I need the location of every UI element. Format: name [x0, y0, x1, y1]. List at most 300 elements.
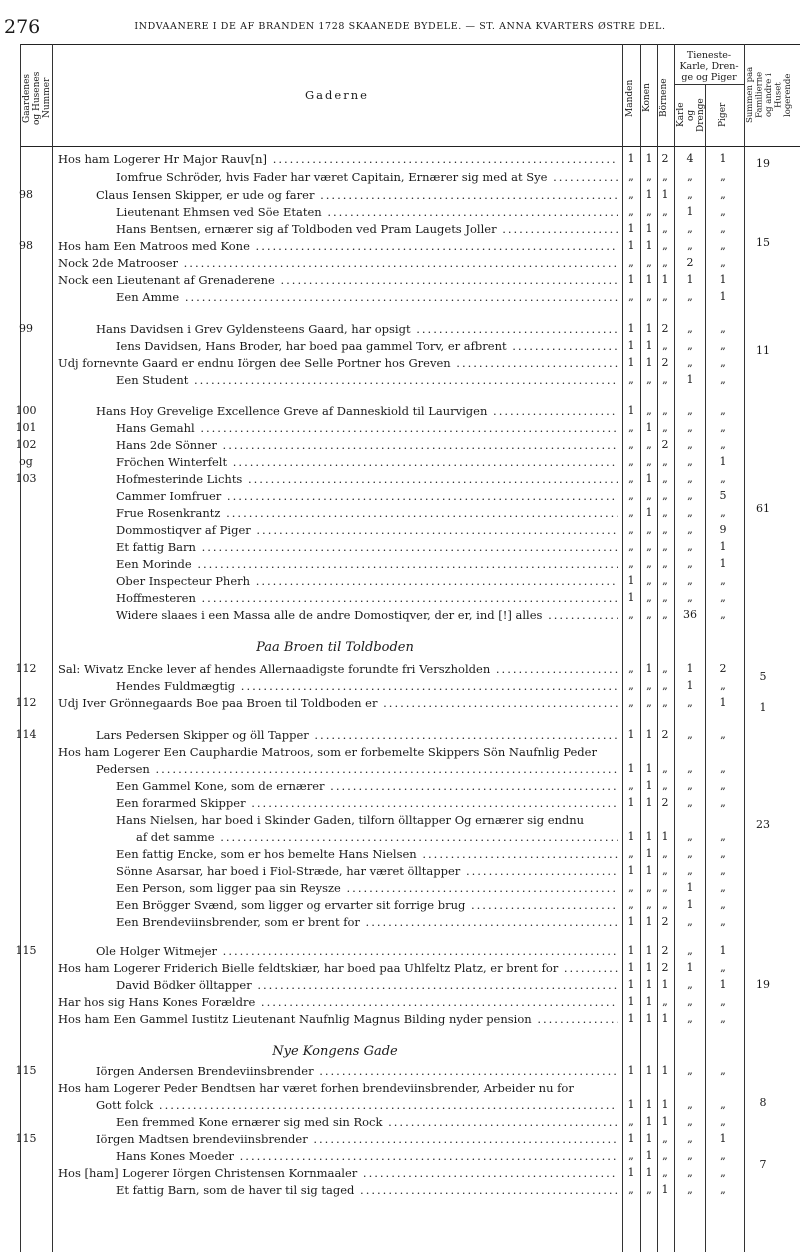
- table-row: [0, 472, 800, 489]
- count-manden: 1: [627, 239, 635, 252]
- count-boernene: „: [662, 591, 668, 604]
- count-manden: 1: [627, 944, 635, 957]
- household-sum: 8: [759, 1096, 767, 1109]
- count-piger: „: [720, 898, 726, 911]
- count-karle-drenge: 1: [686, 373, 694, 386]
- count-boernene: 1: [661, 273, 669, 286]
- resident-entry: Hos ham Logerer Een Cauphardie Matroos, som er forbemelte Skippers Sön Naufnlig Peder: [58, 745, 597, 759]
- table-row: [0, 995, 800, 1012]
- count-piger: 1: [719, 273, 727, 286]
- count-konen: 1: [645, 762, 653, 775]
- count-karle-drenge: „: [687, 404, 693, 417]
- table-row: [0, 273, 800, 290]
- count-konen: „: [646, 557, 652, 570]
- count-manden: „: [628, 523, 634, 536]
- resident-entry: Een Brögger Svænd, som ligger og ervarter sit forrige brug .....: [116, 898, 618, 912]
- resident-entry: Iörgen Andersen Brendeviinsbrender .....: [96, 1064, 618, 1078]
- household-sum: 5: [759, 670, 767, 683]
- count-piger: „: [720, 239, 726, 252]
- count-piger: „: [720, 574, 726, 587]
- resident-entry: Iens Davidsen, Hans Broder, har boed paa gammel Torv, er afbrent .....: [116, 339, 618, 353]
- household-sum: 11: [756, 344, 770, 357]
- count-karle-drenge: „: [687, 779, 693, 792]
- count-boernene: „: [662, 373, 668, 386]
- count-manden: „: [628, 1115, 634, 1128]
- count-konen: „: [646, 898, 652, 911]
- count-konen: 1: [645, 662, 653, 675]
- count-manden: „: [628, 557, 634, 570]
- count-konen: „: [646, 404, 652, 417]
- household-sum: 23: [756, 818, 770, 831]
- household-sum: 19: [756, 978, 770, 991]
- header-tjenestefolk: Tieneste- Karle, Dren- ge og Piger: [679, 50, 739, 83]
- count-piger: „: [720, 404, 726, 417]
- count-konen: „: [646, 608, 652, 621]
- count-konen: 1: [645, 1098, 653, 1111]
- resident-entry: Har hos sig Hans Kones Forældre .....: [58, 995, 618, 1009]
- resident-entry: Cammer Iomfruer .....: [116, 489, 618, 503]
- count-manden: 1: [627, 915, 635, 928]
- count-piger: „: [720, 356, 726, 369]
- count-konen: „: [646, 290, 652, 303]
- count-karle-drenge: „: [687, 540, 693, 553]
- count-konen: 1: [645, 1115, 653, 1128]
- resident-entry: Claus Iensen Skipper, er ude og farer .....: [96, 188, 618, 202]
- house-number: 115: [15, 1064, 37, 1077]
- count-konen: 1: [645, 506, 653, 519]
- resident-entry: Hos ham Logerer Hr Major Rauv[n] .....: [58, 152, 618, 166]
- count-manden: 1: [627, 152, 635, 165]
- resident-entry: Hos ham Een Matroos med Kone .....: [58, 239, 618, 253]
- count-boernene: „: [662, 557, 668, 570]
- count-piger: 9: [719, 523, 727, 536]
- count-boernene: „: [662, 455, 668, 468]
- resident-entry: Udj fornevnte Gaard er endnu Iörgen dee Selle Portner hos Greven .....: [58, 356, 618, 370]
- table-row: [0, 728, 800, 745]
- count-konen: 1: [645, 961, 653, 974]
- house-number: 112: [15, 696, 37, 709]
- count-boernene: 2: [661, 728, 669, 741]
- count-konen: 1: [645, 830, 653, 843]
- table-row: [0, 438, 800, 455]
- count-karle-drenge: „: [687, 1166, 693, 1179]
- count-boernene: 1: [661, 188, 669, 201]
- resident-entry: Udj Iver Grönnegaards Boe paa Broen til Toldboden er .....: [58, 696, 618, 710]
- resident-entry: Een Gammel Kone, som de ernærer .....: [116, 779, 618, 793]
- count-boernene: „: [662, 696, 668, 709]
- resident-entry: Hans Davidsen i Grev Gyldensteens Gaard, har opsigt .....: [96, 322, 618, 336]
- resident-entry: Widere slaaes i een Massa alle de andre Domostiqver, der er, ind [!] alles .....: [116, 608, 618, 622]
- count-konen: 1: [645, 356, 653, 369]
- count-konen: 1: [645, 944, 653, 957]
- count-piger: „: [720, 961, 726, 974]
- count-boernene: 1: [661, 830, 669, 843]
- count-piger: „: [720, 608, 726, 621]
- resident-entry: Lieutenant Ehmsen ved Söe Etaten .....: [116, 205, 618, 219]
- count-konen: 1: [645, 1064, 653, 1077]
- house-number: og: [19, 455, 33, 468]
- count-karle-drenge: „: [687, 557, 693, 570]
- resident-entry: Sal: Wivatz Encke lever af hendes Allernaadigste forundte fri Verszholden .....: [58, 662, 618, 676]
- count-piger: „: [720, 1183, 726, 1196]
- count-karle-drenge: „: [687, 356, 693, 369]
- resident-entry: Et fattig Barn, som de haver til sig taged .....: [116, 1183, 618, 1197]
- count-manden: 1: [627, 830, 635, 843]
- table-row: [0, 188, 800, 205]
- resident-entry: Gott folck .....: [96, 1098, 618, 1112]
- count-piger: „: [720, 1166, 726, 1179]
- header-konen: Konen: [642, 83, 652, 113]
- resident-entry: Et fattig Barn .....: [116, 540, 618, 554]
- count-manden: 1: [627, 273, 635, 286]
- count-boernene: „: [662, 239, 668, 252]
- resident-entry: Hans Bentsen, ernærer sig af Toldboden ved Pram Laugets Joller .....: [116, 222, 618, 236]
- header-rule-bottom: [20, 146, 800, 147]
- count-piger: „: [720, 339, 726, 352]
- count-konen: „: [646, 489, 652, 502]
- count-piger: „: [720, 170, 726, 183]
- table-row: [0, 696, 800, 713]
- table-row: [0, 290, 800, 307]
- count-boernene: „: [662, 256, 668, 269]
- count-konen: 1: [645, 239, 653, 252]
- count-konen: „: [646, 373, 652, 386]
- page-number: 276: [4, 16, 41, 38]
- count-boernene: „: [662, 881, 668, 894]
- count-konen: „: [646, 256, 652, 269]
- count-karle-drenge: „: [687, 1183, 693, 1196]
- table-row: [0, 170, 800, 187]
- count-konen: 1: [645, 222, 653, 235]
- count-boernene: „: [662, 222, 668, 235]
- count-karle-drenge: „: [687, 864, 693, 877]
- count-manden: 1: [627, 574, 635, 587]
- count-piger: 5: [719, 489, 727, 502]
- count-piger: „: [720, 1064, 726, 1077]
- table-row: [0, 256, 800, 273]
- header-rule: [20, 44, 800, 45]
- count-manden: „: [628, 188, 634, 201]
- count-piger: „: [720, 222, 726, 235]
- table-row: [0, 356, 800, 373]
- count-manden: 1: [627, 404, 635, 417]
- header-manden: Manden: [625, 79, 635, 117]
- count-karle-drenge: „: [687, 1064, 693, 1077]
- brace: [744, 944, 745, 1028]
- count-piger: „: [720, 796, 726, 809]
- resident-entry: Fröchen Winterfelt .....: [116, 455, 618, 469]
- count-konen: „: [646, 574, 652, 587]
- brace: [744, 1064, 745, 1148]
- table-row: [0, 239, 800, 256]
- table-row: [0, 1012, 800, 1029]
- table-row: [0, 796, 800, 813]
- table-row: [0, 152, 800, 169]
- brace: [744, 728, 745, 926]
- table-row: [0, 506, 800, 523]
- count-manden: 1: [627, 796, 635, 809]
- count-manden: „: [628, 472, 634, 485]
- household-sum: 15: [756, 236, 770, 249]
- table-row: [0, 779, 800, 796]
- count-manden: 1: [627, 728, 635, 741]
- count-karle-drenge: „: [687, 944, 693, 957]
- count-manden: 1: [627, 356, 635, 369]
- table-row: [0, 679, 800, 696]
- count-boernene: „: [662, 404, 668, 417]
- count-konen: 1: [645, 152, 653, 165]
- count-konen: „: [646, 540, 652, 553]
- table-row: [0, 1183, 800, 1200]
- brace: [744, 698, 745, 716]
- resident-entry: Sönne Asarsar, har boed i Fiol-Stræde, har været ölltapper .....: [116, 864, 618, 878]
- header-tjenestefolk-rule: [674, 84, 744, 85]
- count-boernene: 1: [661, 1098, 669, 1111]
- count-boernene: „: [662, 339, 668, 352]
- count-konen: 1: [645, 978, 653, 991]
- count-boernene: „: [662, 1132, 668, 1145]
- table-row: [0, 745, 800, 762]
- count-manden: 1: [627, 1098, 635, 1111]
- count-konen: „: [646, 455, 652, 468]
- brace: [744, 404, 745, 622]
- table-row: [0, 662, 800, 679]
- count-manden: „: [628, 489, 634, 502]
- table-row: [0, 762, 800, 779]
- house-number: 115: [15, 1132, 37, 1145]
- count-manden: „: [628, 438, 634, 451]
- resident-entry: Ober Inspecteur Pherh .....: [116, 574, 618, 588]
- count-konen: „: [646, 679, 652, 692]
- count-boernene: „: [662, 995, 668, 1008]
- count-boernene: „: [662, 472, 668, 485]
- count-piger: „: [720, 864, 726, 877]
- count-manden: 1: [627, 995, 635, 1008]
- table-row: [0, 540, 800, 557]
- count-karle-drenge: „: [687, 1115, 693, 1128]
- household-sum: 61: [756, 502, 770, 515]
- resident-entry: Hans Hoy Grevelige Excellence Greve af Danneskiold til Laurvigen .....: [96, 404, 618, 418]
- brace: [744, 188, 745, 300]
- count-konen: 1: [645, 728, 653, 741]
- resident-entry: Een Amme .....: [116, 290, 618, 304]
- count-karle-drenge: „: [687, 762, 693, 775]
- header-summen: Summen paa Familierne og andre i Huset logerende: [745, 66, 793, 124]
- count-piger: 1: [719, 978, 727, 991]
- count-karle-drenge: „: [687, 506, 693, 519]
- resident-entry: Een Student .....: [116, 373, 618, 387]
- count-piger: „: [720, 1098, 726, 1111]
- count-karle-drenge: „: [687, 472, 693, 485]
- resident-entry: Hos ham Logerer Peder Bendtsen har været forhen brendeviinsbrender, Arbeider nu for: [58, 1081, 574, 1095]
- table-row: [0, 1166, 800, 1183]
- count-piger: „: [720, 373, 726, 386]
- resident-entry: Hans Kones Moeder .....: [116, 1149, 618, 1163]
- resident-entry: Een Morinde .....: [116, 557, 618, 571]
- count-boernene: „: [662, 506, 668, 519]
- count-piger: 1: [719, 1132, 727, 1145]
- count-konen: 1: [645, 995, 653, 1008]
- count-karle-drenge: „: [687, 523, 693, 536]
- resident-entry: Pedersen .....: [96, 762, 618, 776]
- count-manden: 1: [627, 1132, 635, 1145]
- count-piger: „: [720, 1012, 726, 1025]
- count-karle-drenge: „: [687, 1098, 693, 1111]
- count-manden: 1: [627, 978, 635, 991]
- count-konen: 1: [645, 472, 653, 485]
- count-boernene: 1: [661, 1183, 669, 1196]
- count-boernene: 2: [661, 796, 669, 809]
- count-boernene: 2: [661, 152, 669, 165]
- count-piger: „: [720, 847, 726, 860]
- count-manden: „: [628, 679, 634, 692]
- table-row: [0, 421, 800, 438]
- count-konen: „: [646, 1183, 652, 1196]
- count-piger: 1: [719, 557, 727, 570]
- count-karle-drenge: 2: [686, 256, 694, 269]
- resident-entry: Nock een Lieutenant af Grenaderene .....: [58, 273, 618, 287]
- count-boernene: 2: [661, 915, 669, 928]
- count-boernene: 1: [661, 1064, 669, 1077]
- house-number: 100: [15, 404, 37, 417]
- count-konen: 1: [645, 1132, 653, 1145]
- count-konen: „: [646, 438, 652, 451]
- count-piger: „: [720, 205, 726, 218]
- count-boernene: „: [662, 574, 668, 587]
- table-row: [0, 523, 800, 540]
- count-karle-drenge: „: [687, 915, 693, 928]
- table-row: [0, 898, 800, 915]
- count-karle-drenge: „: [687, 796, 693, 809]
- table-row: [0, 455, 800, 472]
- header-karle: Karle og Drenge: [676, 98, 706, 132]
- table-row: [0, 961, 800, 978]
- header-piger: Piger: [718, 102, 728, 128]
- count-karle-drenge: „: [687, 696, 693, 709]
- count-boernene: „: [662, 523, 668, 536]
- table-row: [0, 222, 800, 239]
- brace: [744, 1150, 745, 1202]
- table-row: [0, 608, 800, 625]
- count-karle-drenge: „: [687, 978, 693, 991]
- header-nummer: Gaardenes og Husenes Nummer: [22, 71, 52, 125]
- count-piger: „: [720, 1115, 726, 1128]
- count-konen: 1: [645, 322, 653, 335]
- brace: [744, 152, 745, 192]
- count-piger: 1: [719, 455, 727, 468]
- header-boernene: Börnene: [659, 78, 669, 118]
- resident-entry: Iörgen Madtsen brendeviinsbrender .....: [96, 1132, 618, 1146]
- resident-entry: Lars Pedersen Skipper og öll Tapper .....: [96, 728, 618, 742]
- count-manden: „: [628, 662, 634, 675]
- brace: [744, 322, 745, 382]
- count-karle-drenge: „: [687, 322, 693, 335]
- count-piger: „: [720, 995, 726, 1008]
- table-row: [0, 1149, 800, 1166]
- resident-entry: Een Brendeviinsbrender, som er brent for .....: [116, 915, 618, 929]
- count-karle-drenge: „: [687, 830, 693, 843]
- table-row: [0, 978, 800, 995]
- count-konen: „: [646, 523, 652, 536]
- count-piger: „: [720, 728, 726, 741]
- count-konen: 1: [645, 421, 653, 434]
- count-manden: 1: [627, 1064, 635, 1077]
- count-boernene: „: [662, 290, 668, 303]
- brace: [744, 664, 745, 700]
- table-row: [0, 1132, 800, 1149]
- count-piger: „: [720, 1149, 726, 1162]
- count-konen: 1: [645, 1012, 653, 1025]
- count-manden: „: [628, 506, 634, 519]
- count-karle-drenge: „: [687, 728, 693, 741]
- house-number: 103: [15, 472, 37, 485]
- house-number: 114: [15, 728, 37, 741]
- count-boernene: 2: [661, 944, 669, 957]
- count-karle-drenge: „: [687, 574, 693, 587]
- resident-entry: Nock 2de Matrooser .....: [58, 256, 618, 270]
- count-konen: 1: [645, 864, 653, 877]
- count-boernene: „: [662, 898, 668, 911]
- section-title: Paa Broen til Toldboden: [256, 640, 414, 655]
- count-konen: 1: [645, 273, 653, 286]
- house-number: 102: [15, 438, 37, 451]
- house-number: 98: [19, 239, 33, 252]
- table-row: [0, 915, 800, 932]
- table-row: [0, 847, 800, 864]
- count-boernene: „: [662, 679, 668, 692]
- count-boernene: 2: [661, 356, 669, 369]
- count-manden: 1: [627, 339, 635, 352]
- count-manden: „: [628, 1149, 634, 1162]
- count-manden: 1: [627, 1012, 635, 1025]
- table-row: [0, 1081, 800, 1098]
- count-piger: „: [720, 438, 726, 451]
- count-piger: „: [720, 830, 726, 843]
- count-karle-drenge: „: [687, 1132, 693, 1145]
- count-manden: „: [628, 170, 634, 183]
- count-piger: 2: [719, 662, 727, 675]
- header-gaderne: Gaderne: [305, 88, 369, 102]
- count-konen: „: [646, 591, 652, 604]
- table-row: [0, 322, 800, 339]
- resident-entry: Hans 2de Sönner .....: [116, 438, 618, 452]
- count-karle-drenge: 1: [686, 662, 694, 675]
- household-sum: 1: [759, 701, 767, 714]
- count-konen: 1: [645, 915, 653, 928]
- count-konen: 1: [645, 796, 653, 809]
- count-manden: „: [628, 373, 634, 386]
- count-boernene: 2: [661, 322, 669, 335]
- count-karle-drenge: „: [687, 170, 693, 183]
- count-konen: „: [646, 170, 652, 183]
- count-boernene: „: [662, 421, 668, 434]
- resident-entry: af det samme .....: [136, 830, 618, 844]
- count-boernene: 1: [661, 978, 669, 991]
- resident-entry: Hos ham Een Gammel Iustitz Lieutenant Naufnlig Magnus Bilding nyder pension .....: [58, 1012, 618, 1026]
- count-manden: „: [628, 898, 634, 911]
- count-karle-drenge: „: [687, 421, 693, 434]
- count-manden: „: [628, 881, 634, 894]
- count-karle-drenge: 1: [686, 679, 694, 692]
- count-konen: „: [646, 881, 652, 894]
- count-piger: „: [720, 472, 726, 485]
- table-row: [0, 944, 800, 961]
- count-karle-drenge: „: [687, 591, 693, 604]
- resident-entry: Dommostiqver af Piger .....: [116, 523, 618, 537]
- resident-entry: Hoffmesteren .....: [116, 591, 618, 605]
- count-manden: „: [628, 290, 634, 303]
- count-karle-drenge: „: [687, 995, 693, 1008]
